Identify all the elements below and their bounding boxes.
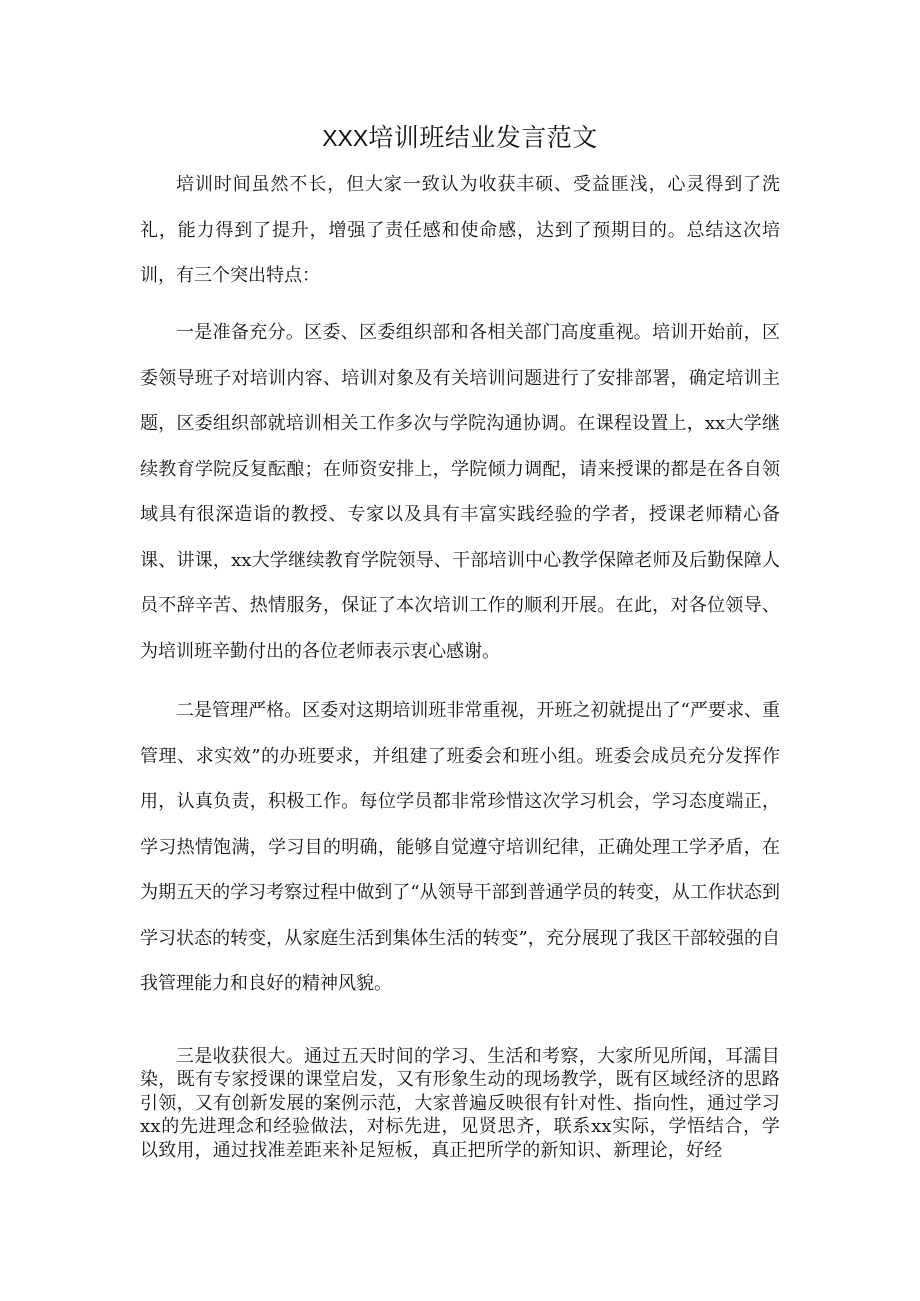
document-title — [0, 118, 920, 154]
paragraph-intro: 培训时间虽然不长，但大家一致认为收获丰硕、受益匪浅，心灵得到了洗礼，能力得到了提升，增强了责任感和使命感，达到了预期目的。总结这次培训，有三个突出特点： — [140, 174, 780, 286]
title-text: 培训班结业发言范文 — [368, 123, 598, 152]
title-prefix: XXX — [322, 125, 369, 151]
paragraph-point-three: 三是收获很大。通过五天时间的学习、生活和考察，大家所见所闻，耳濡目染，既有专家授课的课堂启发，又有形象生动的现场教学，既有区域经济的思路引领，又有创新发展的案例示范，大家普遍反映很有针对性、指向性，通过学习xx的先进理念和经验做法，对标先进，见贤思齐，联系xx实际，学悟结合，学以致用，通过找准差距来补足短板，真正把所学的新知识、新理论，好经 — [140, 1046, 780, 1161]
paragraph-point-two: 二是管理严格。区委对这期培训班非常重视，开班之初就提出了“严要求、重管理、求实效”的办班要求，并组建了班委会和班小组。班委会成员充分发挥作用，认真负责，积极工作。每位学员都非常珍惜这次学习机会，学习态度端正，学习热情饱满，学习目的明确，能够自觉遵守培训纪律，正确处理工学矛盾，在为期五天的学习考察过程中做到了“从领导干部到普通学员的转变，从工作状态到学习状态的转变，从家庭生活到集体生活的转变”，充分展现了我区干部较强的自我管理能力和良好的精神风貌。 — [140, 700, 780, 994]
paragraph-point-one: 一是准备充分。区委、区委组织部和各相关部门高度重视。培训开始前，区委领导班子对培训内容、培训对象及有关培训问题进行了安排部署，确定培训主题，区委组织部就培训相关工作多次与学院沟通协调。在课程设置上，xx大学继续教育学院反复酝酿；在师资安排上，学院倾力调配，请来授课的都是在各自领域具有很深造诣的教授、专家以及具有丰富实践经验的学者，授课老师精心备课、讲课，xx大学继续教育学院领导、干部培训中心教学保障老师及后勤保障人员不辞辛苦、热情服务，保证了本次培训工作的顺利开展。在此，对各位领导、为培训班辛勤付出的各位老师表示衷心感谢。 — [140, 322, 780, 662]
